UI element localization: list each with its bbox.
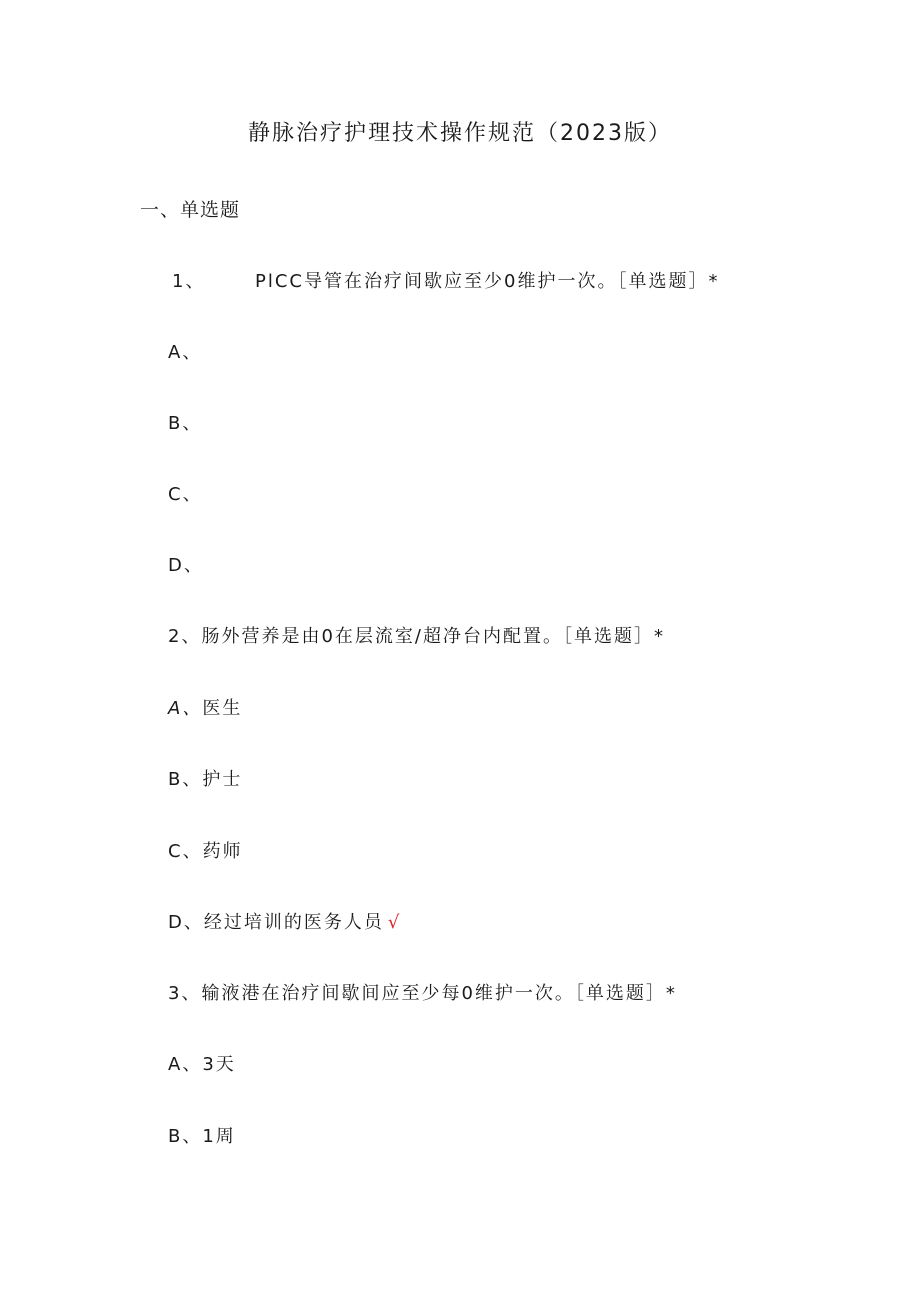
question-2-text: 肠外营养是由0在层流室/超净台内配置。［单选题］* <box>201 626 665 647</box>
option-text: 3天 <box>202 1054 236 1075</box>
question-3 <box>168 982 677 1006</box>
question-3-option-a[interactable] <box>168 1053 236 1077</box>
correct-check-icon: √ <box>387 912 402 933</box>
option-text: 医生 <box>202 698 243 719</box>
question-2-option-b[interactable] <box>168 768 242 792</box>
option-label: A、 <box>168 342 203 363</box>
question-3-number: 3、 <box>168 983 202 1004</box>
option-label: D、 <box>168 555 204 576</box>
question-1-option-d[interactable] <box>168 554 204 578</box>
option-text: 药师 <box>202 841 243 862</box>
question-1-option-a[interactable] <box>168 341 202 365</box>
question-2-option-d[interactable] <box>168 911 401 935</box>
option-text: 1周 <box>202 1126 236 1147</box>
question-2-option-a[interactable] <box>168 697 242 721</box>
option-label: A、 <box>168 698 203 719</box>
option-label: C、 <box>168 484 203 505</box>
document-title: 静脉治疗护理技术操作规范（2023版） <box>248 121 672 146</box>
question-2 <box>168 625 665 649</box>
option-label: B、 <box>168 1126 203 1147</box>
option-text: 护士 <box>202 769 243 790</box>
option-label: B、 <box>168 413 203 434</box>
option-label: B、 <box>168 769 203 790</box>
option-text: 经过培训的医务人员 <box>203 912 384 933</box>
section-heading: 一、单选题 <box>140 199 241 221</box>
question-2-number: 2、 <box>168 626 202 647</box>
question-1-text: PlCC导管在治疗间歇应至少0维护一次。［单选题］* <box>255 271 720 292</box>
question-2-option-c[interactable] <box>168 840 243 864</box>
question-1-option-b[interactable] <box>168 412 202 436</box>
question-1-option-c[interactable] <box>168 483 203 507</box>
question-3-option-b[interactable] <box>168 1125 236 1149</box>
option-label: D、 <box>168 912 204 933</box>
option-label: C、 <box>168 841 203 862</box>
question-3-text: 输液港在治疗间歇间应至少每0维护一次。［单选题］* <box>201 983 677 1004</box>
option-label: A、 <box>168 1054 203 1075</box>
question-1-number: 1、 <box>172 271 206 292</box>
